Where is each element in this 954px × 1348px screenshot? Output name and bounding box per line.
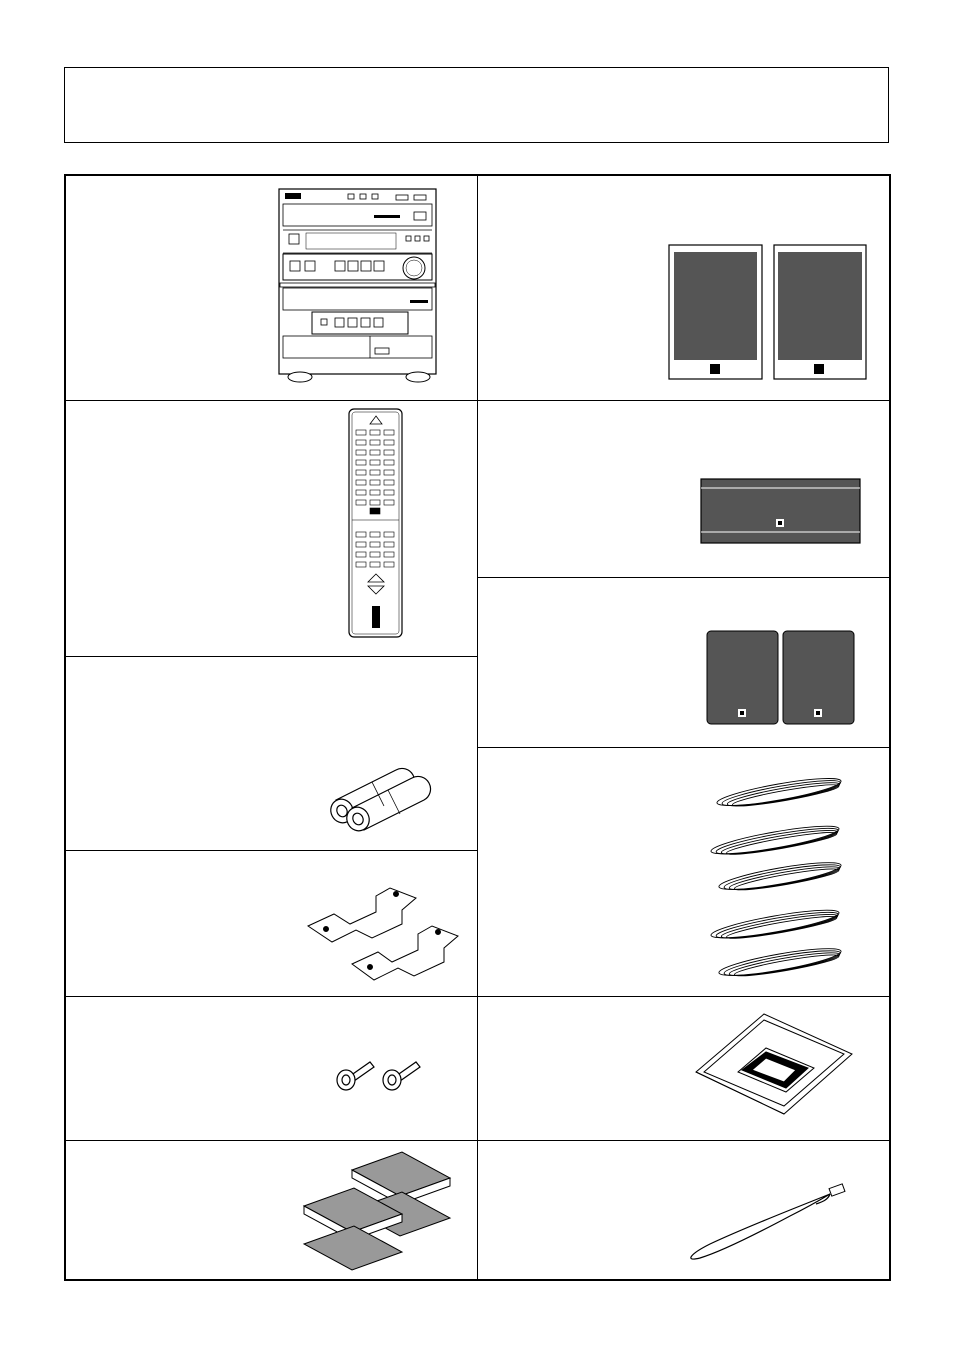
grid-line bbox=[66, 850, 477, 851]
main-unit-icon bbox=[278, 188, 438, 388]
center-speaker-icon bbox=[700, 478, 862, 546]
screws-icon bbox=[330, 1056, 422, 1094]
grid-line bbox=[477, 400, 889, 401]
cushion-pads-icon bbox=[302, 1150, 452, 1274]
grid-line bbox=[66, 1140, 889, 1141]
am-loop-antenna-icon bbox=[692, 1010, 856, 1116]
surround-speaker-pair-icon bbox=[706, 630, 858, 728]
grid-line bbox=[66, 400, 477, 401]
fm-wire-antenna-icon bbox=[680, 1172, 848, 1264]
remote-control-icon bbox=[348, 408, 404, 640]
batteries-icon bbox=[312, 760, 438, 832]
grid-line bbox=[477, 577, 889, 578]
speaker-cables-icon bbox=[706, 762, 848, 990]
grid-line bbox=[477, 747, 889, 748]
speaker-pair-icon bbox=[668, 244, 868, 382]
grid-line bbox=[66, 656, 477, 657]
header-box bbox=[64, 67, 889, 143]
grid-line bbox=[66, 996, 889, 997]
mounting-brackets-icon bbox=[306, 878, 462, 980]
grid-divider-vertical bbox=[477, 176, 478, 1279]
